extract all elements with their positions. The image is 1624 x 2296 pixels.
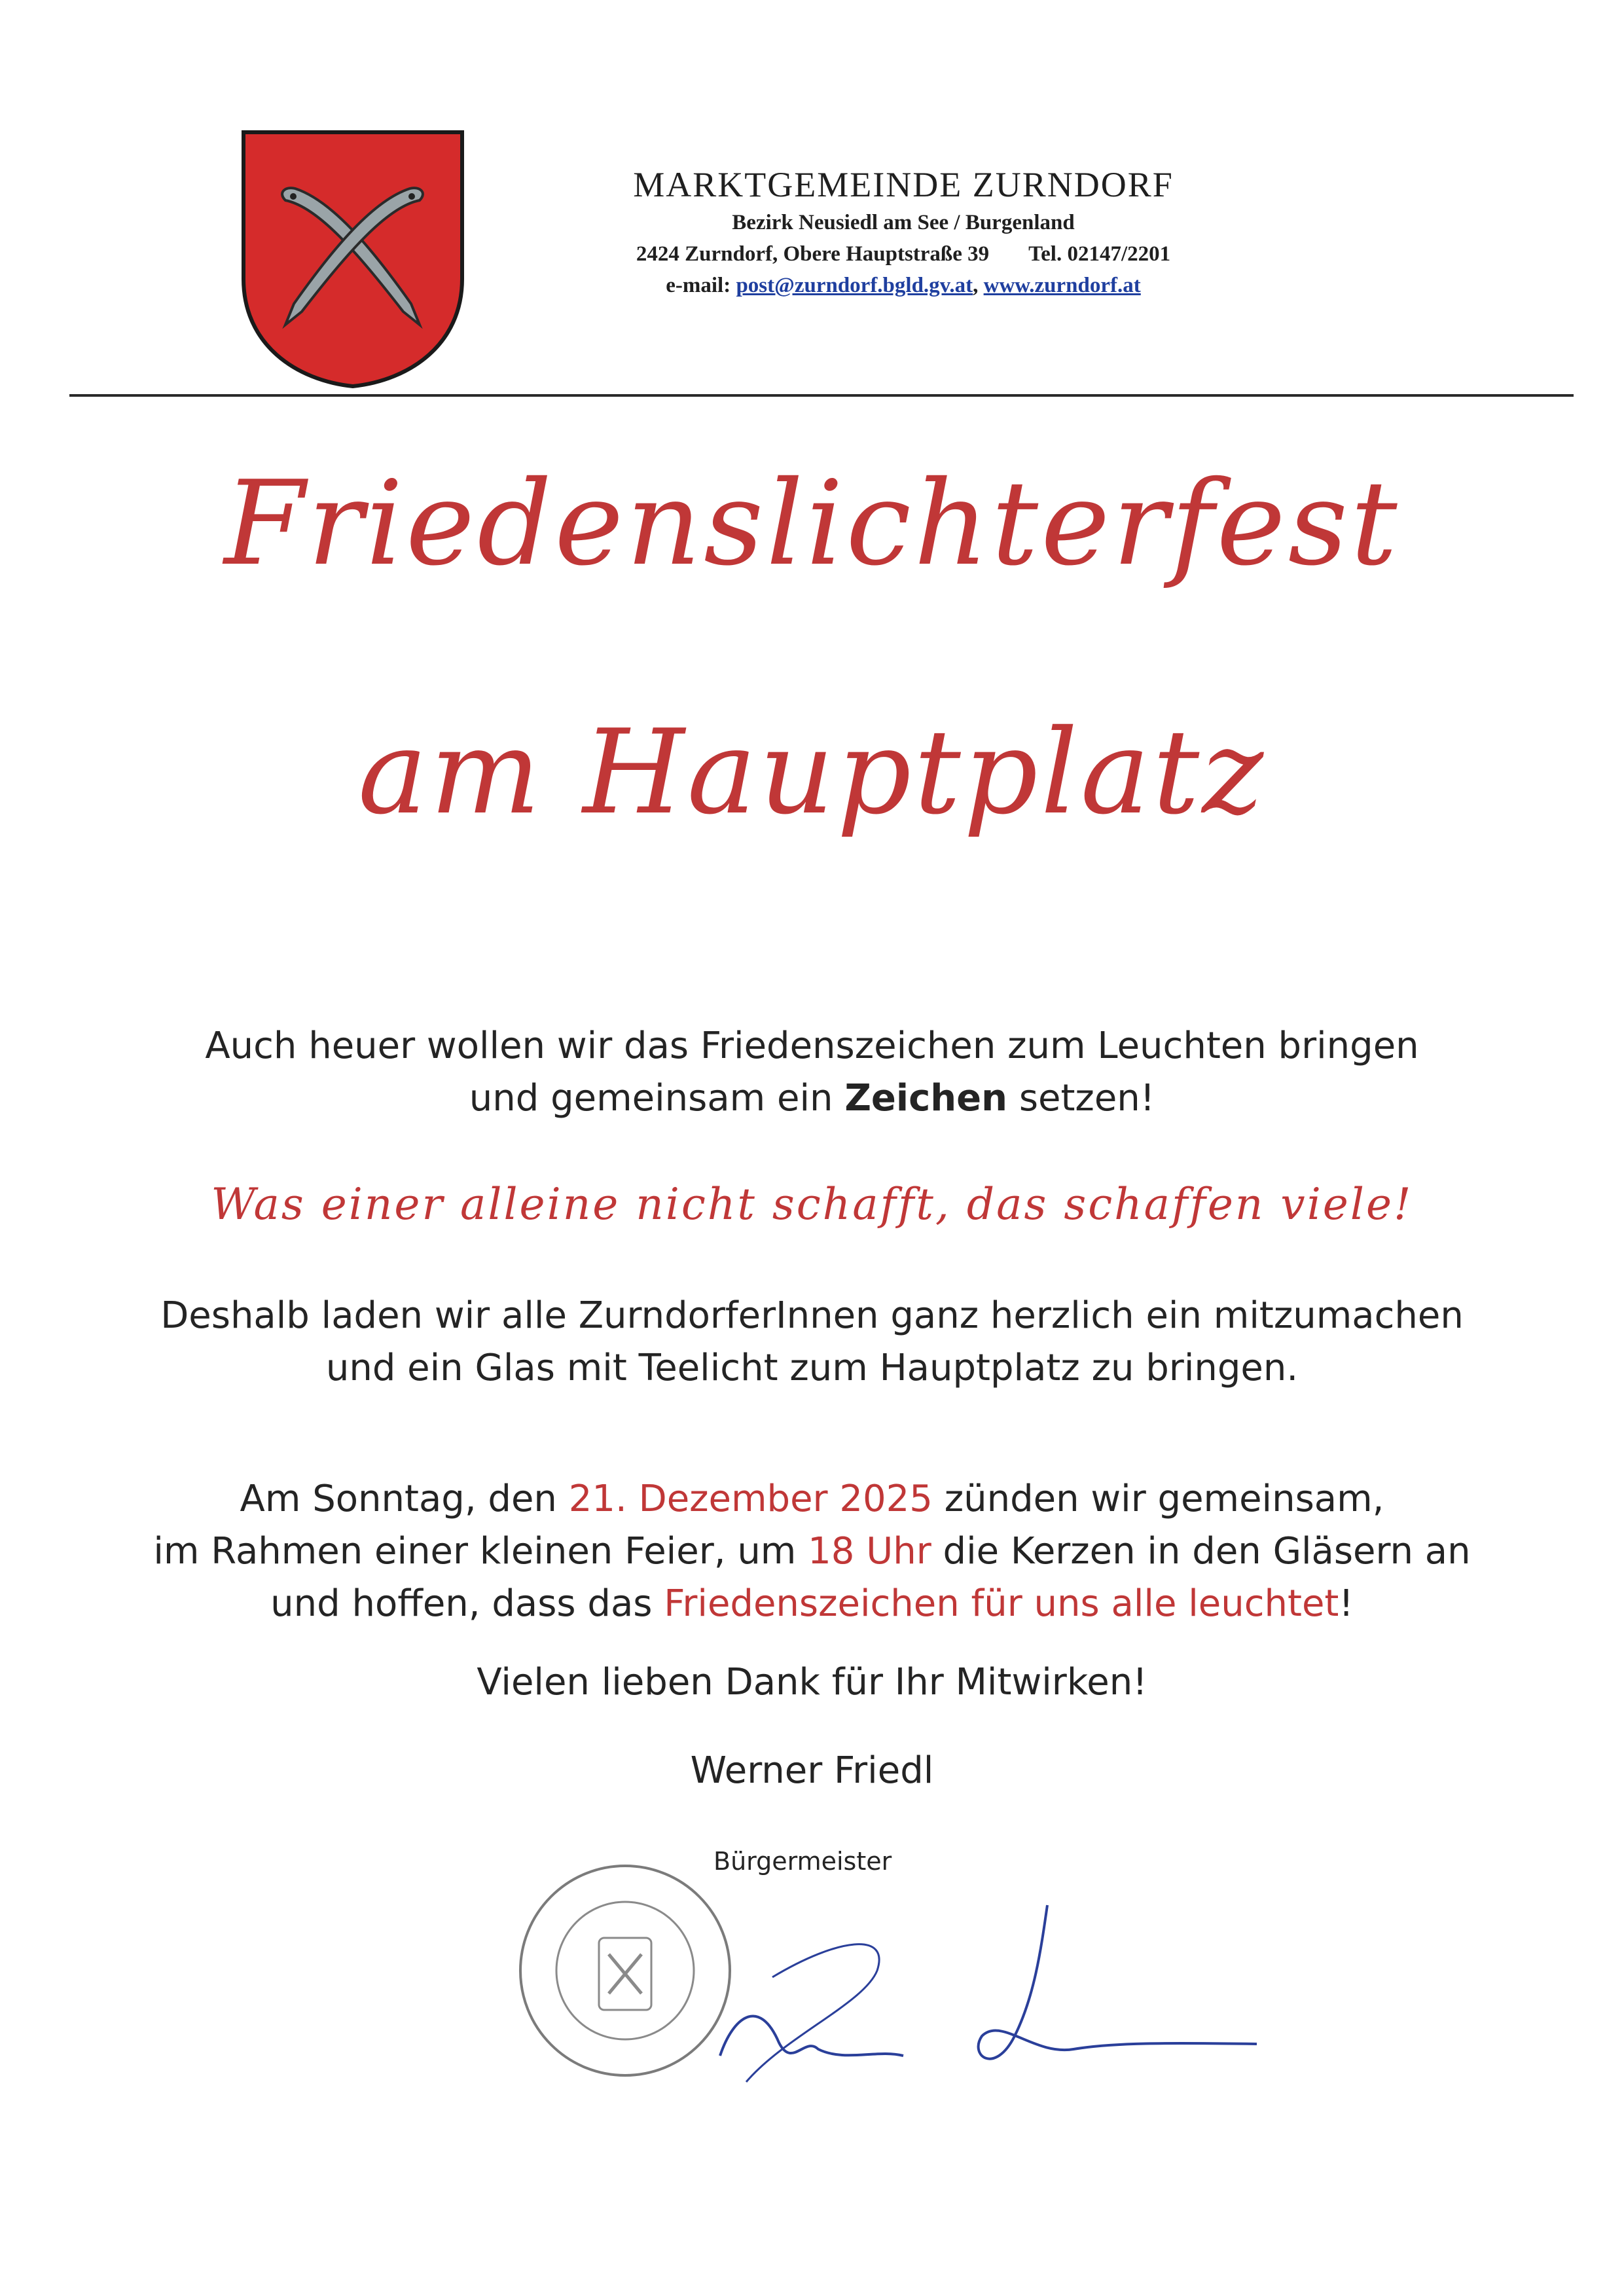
signatory-role: Bürgermeister	[713, 1847, 892, 1876]
email-link[interactable]: post@zurndorf.bgld.gv.at	[736, 274, 973, 297]
invite-text	[0, 1290, 1624, 1394]
org-name: MARKTGEMEINDE ZURNDORF	[633, 165, 1174, 204]
address-line	[511, 238, 1296, 270]
letterhead	[511, 162, 1296, 301]
motto	[0, 1178, 1624, 1233]
event-line3-pre: und hoffen, dass das	[270, 1582, 664, 1625]
motto-text: Was einer alleine nicht schafft, das schaffen viele!	[211, 1179, 1413, 1230]
signature-icon	[707, 1886, 1270, 2102]
event-line1-pre: Am Sonntag, den	[240, 1478, 569, 1520]
phone: Tel. 02147/2201	[1028, 242, 1171, 266]
website-link[interactable]: www.zurndorf.at	[983, 274, 1141, 297]
signatory-name: Werner Friedl	[690, 1749, 934, 1792]
address: 2424 Zurndorf, Obere Hauptstraße 39	[636, 242, 990, 266]
event-line3-post: !	[1339, 1582, 1354, 1625]
intro-line2	[0, 1072, 1624, 1125]
intro-line2-pre: und gemeinsam ein	[469, 1077, 845, 1120]
event-line2-pre: im Rahmen einer kleinen Feier, um	[153, 1530, 808, 1573]
header-divider	[69, 394, 1574, 397]
thanks-text: Vielen lieben Dank für Ihr Mitwirken!	[477, 1661, 1147, 1704]
event-line2	[0, 1525, 1624, 1578]
event-line1	[0, 1473, 1624, 1525]
event-details	[0, 1473, 1624, 1630]
intro-bold-word: Zeichen	[844, 1077, 1008, 1120]
event-date: 21. Dezember 2025	[568, 1478, 933, 1520]
event-time: 18 Uhr	[808, 1530, 931, 1573]
event-line3	[0, 1578, 1624, 1630]
intro-line2-post: setzen!	[1007, 1077, 1155, 1120]
event-highlight: Friedenszeichen für uns alle leuchtet	[664, 1582, 1339, 1625]
event-line2-post: die Kerzen in den Gläsern an	[931, 1530, 1471, 1573]
page-title-line2: am Hauptplatz	[357, 704, 1267, 840]
invite-line2: und ein Glas mit Teelicht zum Hauptplatz zu bringen.	[325, 1347, 1299, 1389]
district-line: Bezirk Neusiedl am See / Burgenland	[732, 211, 1075, 234]
official-stamp-icon	[511, 1856, 740, 2085]
page-title-line1: Friedenslichterfest	[224, 456, 1400, 591]
event-line1-post: zünden wir gemeinsam,	[932, 1478, 1384, 1520]
email-label: e-mail:	[666, 274, 731, 297]
contact-line: e-mail: post@zurndorf.bgld.gv.at, www.zurndorf.at	[666, 274, 1141, 297]
coat-of-arms-icon	[240, 128, 466, 390]
invite-line1: Deshalb laden wir alle ZurndorferInnen ganz herzlich ein mitzumachen	[160, 1294, 1464, 1337]
intro-line1: Auch heuer wollen wir das Friedenszeichen zum Leuchten bringen	[205, 1025, 1419, 1067]
intro-text	[0, 1020, 1624, 1125]
